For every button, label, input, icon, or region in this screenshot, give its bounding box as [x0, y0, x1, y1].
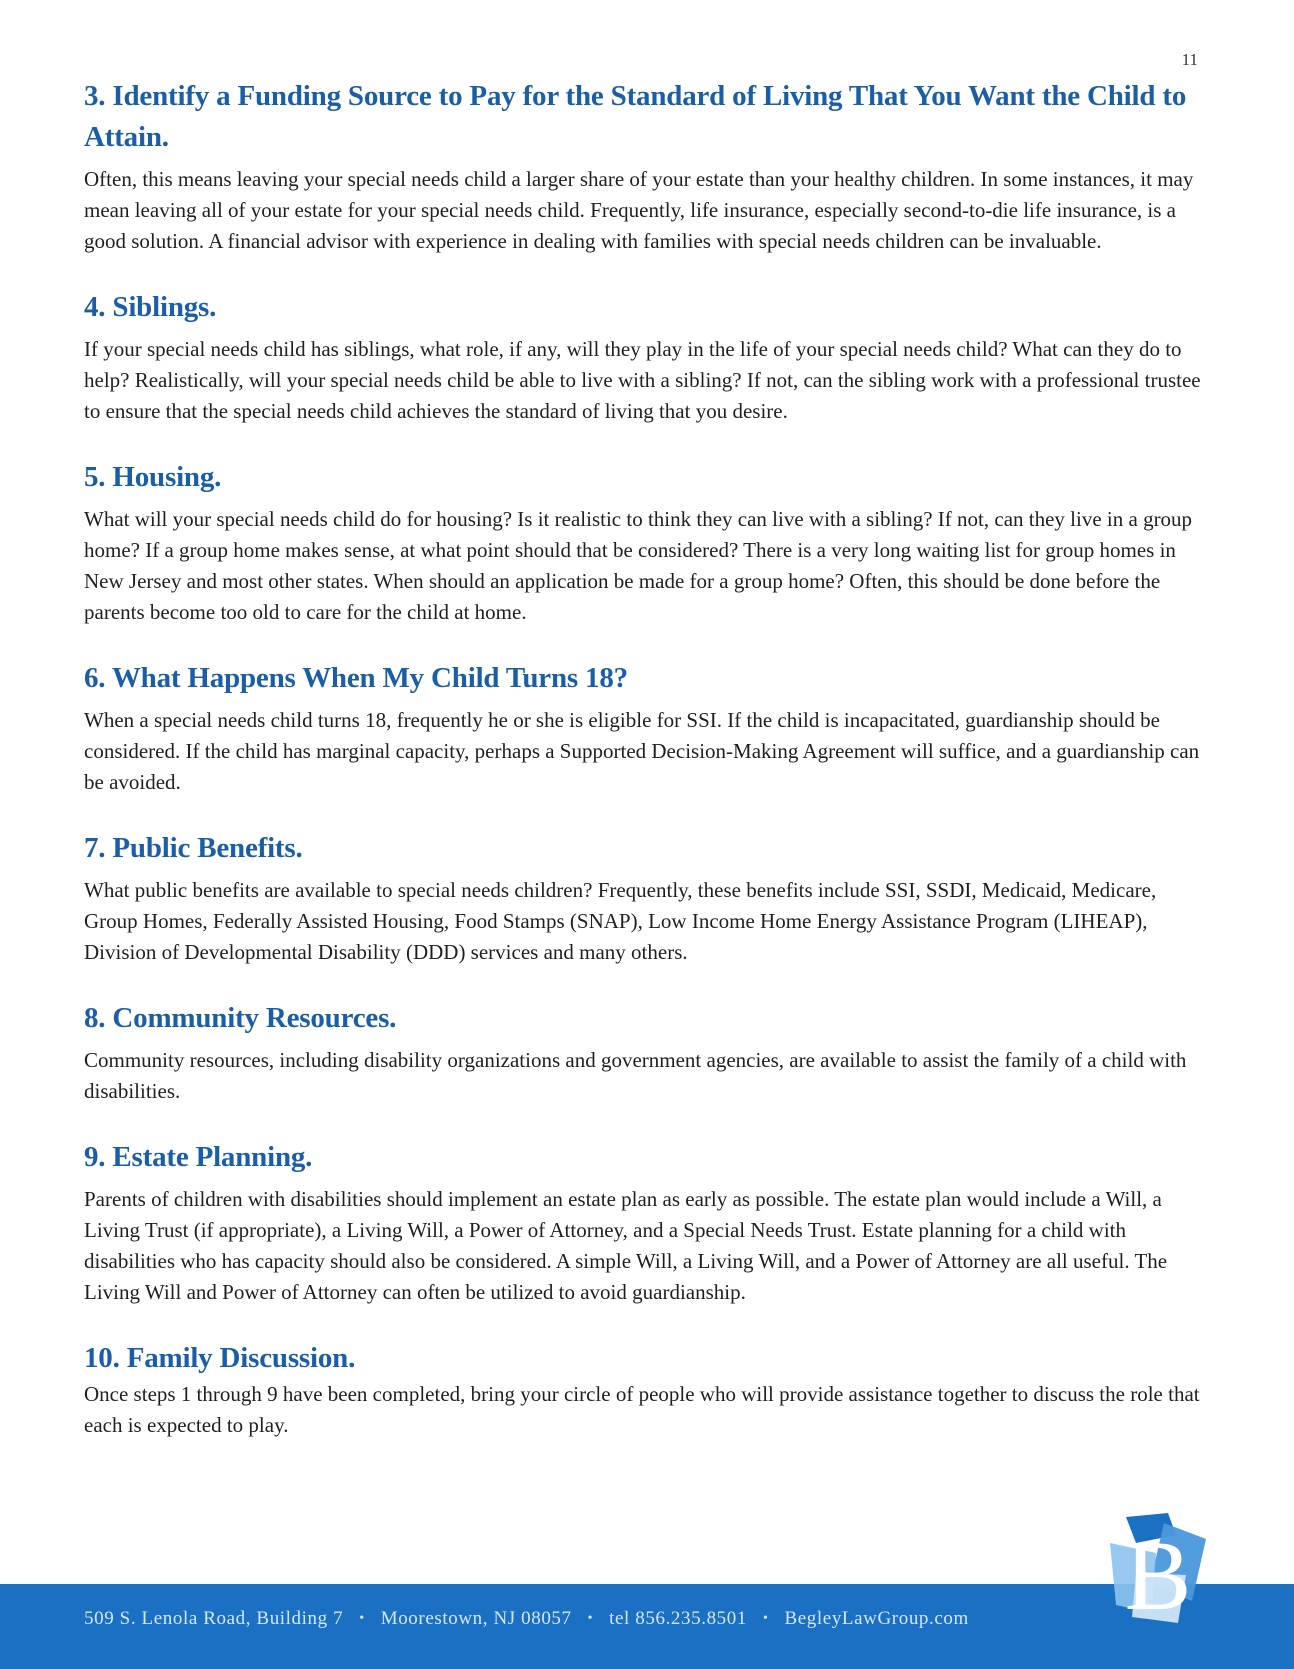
section-heading: 4. Siblings. [84, 291, 217, 323]
footer-contact [84, 1608, 969, 1630]
section-heading: 3. Identify a Funding Source to Pay for the Standard of Living That You Want the Child to Attain. [84, 80, 1187, 153]
footer-separator: • [762, 1611, 769, 1626]
section-body: If your special needs child has siblings, what role, if any, will they play in the life of your special needs child? What can they do to help? Realistically, will your special needs child be able to live with a sibling? If not, can the sibling work with a professional trustee to ensure that the special needs child achieves the standard of living that you desire. [84, 337, 1201, 423]
section-siblings [84, 287, 1214, 427]
section-body: Once steps 1 through 9 have been completed, bring your circle of people who will provide assistance together to discuss the role that each is expected to play. [84, 1382, 1200, 1437]
section-body: Community resources, including disability organizations and government agencies, are available to assist the family of a child with disabilities. [84, 1048, 1187, 1103]
section-body: Often, this means leaving your special needs child a larger share of your estate than your healthy children. In some instances, it may mean leaving all of your estate for your special needs child. Frequently, life insurance, especially second-to-die life insurance, is a good solution. A financial advisor with experience in dealing with families with special needs children can be invaluable. [84, 167, 1194, 253]
section-heading: 6. What Happens When My Child Turns 18? [84, 662, 628, 694]
section-heading: 9. Estate Planning. [84, 1141, 313, 1173]
logo-letter: B [1124, 1520, 1192, 1625]
section-housing [84, 457, 1214, 628]
section-body: What will your special needs child do for housing? Is it realistic to think they can live with a sibling? If not, can they live in a group home? If a group home makes sense, at what point should that be considered? There is a very long waiting list for group homes in New Jersey and most other states. When should an application be made for a group home? Often, this should be done before the parents become too old to care for the child at home. [84, 507, 1193, 624]
section-body: When a special needs child turns 18, frequently he or she is eligible for SSI. If the child is incapacitated, guardianship should be considered. If the child has marginal capacity, perhaps a Supported Decision-Making Agreement will suffice, and a guardianship can be avoided. [84, 708, 1200, 794]
footer-phone[interactable]: tel 856.235.8501 [609, 1608, 747, 1629]
footer-website[interactable]: BegleyLawGroup.com [784, 1608, 969, 1629]
section-funding-source [84, 76, 1214, 257]
footer-address: 509 S. Lenola Road, Building 7 [84, 1608, 344, 1629]
document-body [84, 76, 1214, 1441]
begley-logo-icon [1106, 1513, 1210, 1625]
section-public-benefits [84, 828, 1214, 968]
section-body: Parents of children with disabilities should implement an estate plan as early as possible. The estate plan would include a Will, a Living Trust (if appropriate), a Living Will, a Power of Attorney, and a Special Needs Trust. Estate planning for a child with disabilities who has capacity should also be considered. A simple Will, a Living Will, and a Power of Attorney are all useful. The Living Will and Power of Attorney can often be utilized to avoid guardianship. [84, 1187, 1168, 1304]
page-number: 11 [1181, 50, 1198, 69]
section-estate-planning [84, 1137, 1214, 1308]
footer-separator: • [587, 1611, 594, 1626]
section-community-resources [84, 998, 1214, 1107]
section-heading: 8. Community Resources. [84, 1002, 397, 1034]
footer-city: Moorestown, NJ 08057 [380, 1608, 572, 1629]
footer-bar [0, 1584, 1294, 1669]
section-turns-18 [84, 658, 1214, 798]
section-family-discussion [84, 1338, 1214, 1441]
section-heading: 5. Housing. [84, 461, 222, 493]
section-heading: 10. Family Discussion. [84, 1342, 356, 1374]
section-body: What public benefits are available to special needs children? Frequently, these benefits include SSI, SSDI, Medicaid, Medicare, Group Homes, Federally Assisted Housing, Food Stamps (SNAP), Low Income Home Energy Assistance Program (LIHEAP), Division of Developmental Disability (DDD) services and many others. [84, 878, 1157, 964]
footer-separator: • [359, 1611, 365, 1626]
section-heading: 7. Public Benefits. [84, 832, 303, 864]
